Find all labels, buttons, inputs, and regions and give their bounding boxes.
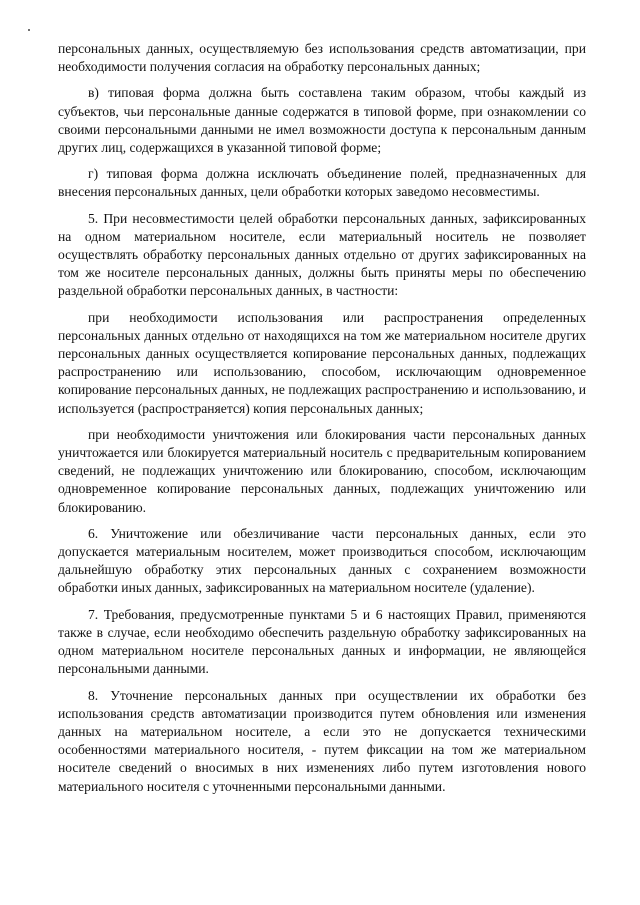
paragraph-clause-8: 8. Уточнение персональных данных при осуществлении их обработки без использования средств автоматизации производится путем обновления или изменения данных на материальном носителе, а если это не допускается техническими особенностями материального носителя, - путем фиксации на том же материальном носителе сведений о вносимых в них изменениях либо путем изготовления нового материального носителя с уточненными персональными данными. [58, 687, 586, 794]
paragraph-item-g: г) типовая форма должна исключать объединение полей, предназначенных для внесения персональных данных, цели обработки которых заведомо несовместимы. [58, 166, 586, 200]
document-page [58, 40, 586, 804]
paragraph-clause-6: 6. Уничтожение или обезличивание части персональных данных, если это допускается материальным носителем, может производиться способом, исключающим дальнейшую обработку этих персональных данных с сохранением возможности обработки иных данных, зафиксированных на материальном носителе (удаление). [58, 525, 586, 596]
scan-speck [28, 29, 30, 31]
paragraph-clause-7: 7. Требования, предусмотренные пунктами 5 и 6 настоящих Правил, применяются также в случае, если необходимо обеспечить раздельную обработку зафиксированных на одном материальном носителе персональных данных и информации, не являющейся персональными данными. [58, 606, 586, 677]
paragraph-clause-5: 5. При несовместимости целей обработки персональных данных, зафиксированных на одном материальном носителе, если материальный носитель не позволяет осуществлять обработку персональных данных отдельно от других зафиксированных на том же носителе персональных данных, должны быть приняты меры по обеспечению раздельной обработки персональных данных, в частности: [58, 210, 586, 299]
paragraph-continuation: персональных данных, осуществляемую без использования средств автоматизации, при необходимости получения согласия на обработку персональных данных; [58, 41, 586, 75]
paragraph-clause-5-destroy: при необходимости уничтожения или блокирования части персональных данных уничтожается или блокируется материальный носитель с предварительным копированием сведений, не подлежащих уничтожению или блокированию, способом, исключающим одновременное копирование персональных данных, подлежащих уничтожению или блокированию. [58, 426, 586, 515]
paragraph-item-v: в) типовая форма должна быть составлена таким образом, чтобы каждый из субъектов, чьи персональные данные содержатся в типовой форме, при ознакомлении со своими персональными данными не имел возможности доступа к персональным данным других лиц, содержащихся в указанной типовой форме; [58, 85, 586, 156]
paragraph-clause-5-use: при необходимости использования или распространения определенных персональных данных отдельно от находящихся на том же материальном носителе других персональных данных осуществляется копирование персональных данных, подлежащих распространению или использованию, способом, исключающим одновременное копирование персональных данных, не подлежащих распространению и использованию, и используется (распространяется) копия персональных данных; [58, 309, 586, 416]
